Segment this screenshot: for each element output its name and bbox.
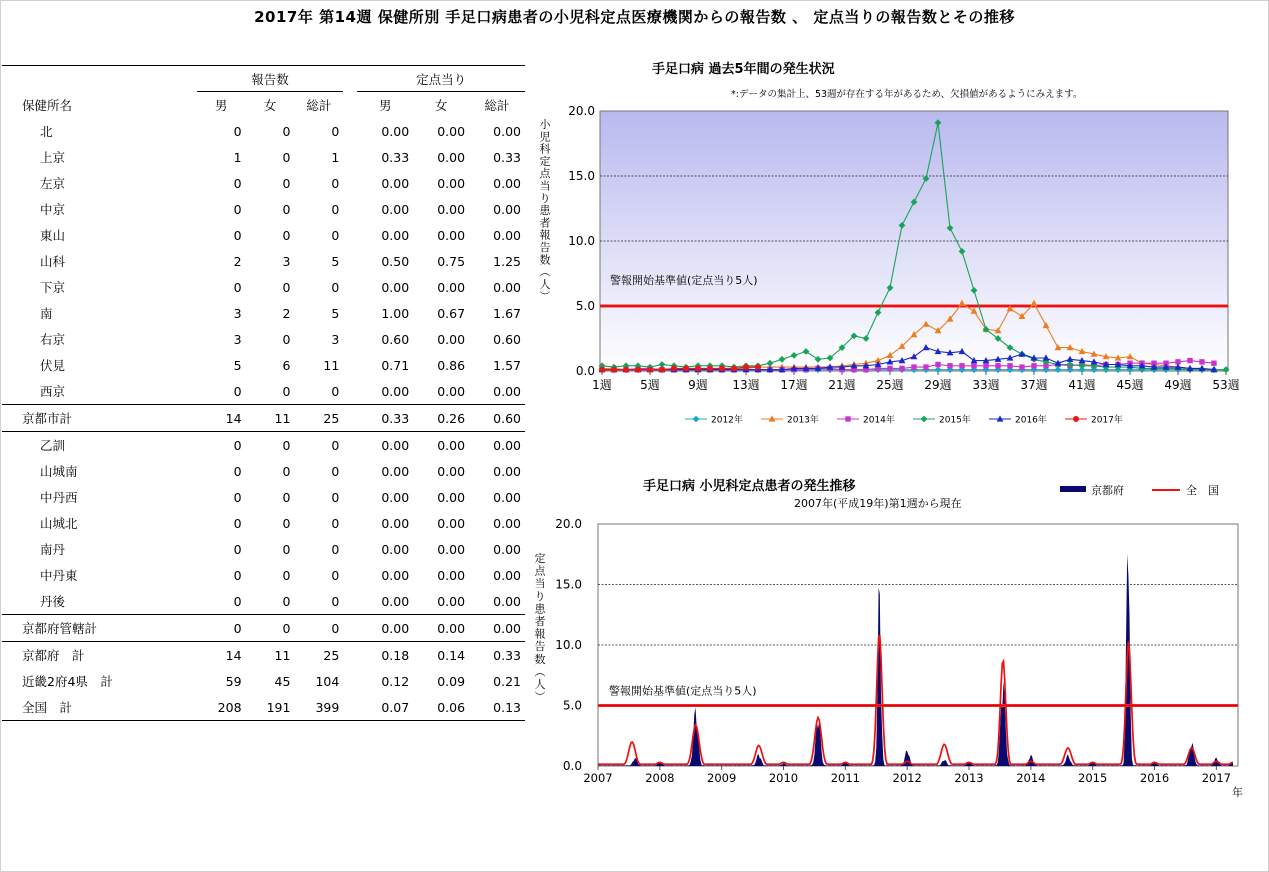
cell-pf: 0.00 bbox=[437, 149, 466, 165]
cell-f: 2 bbox=[282, 305, 291, 321]
table-row bbox=[2, 484, 525, 510]
row-name: 山科 bbox=[40, 254, 66, 269]
cell-t: 3 bbox=[331, 331, 340, 347]
table-row bbox=[2, 248, 525, 274]
cell-pm: 0.00 bbox=[381, 227, 410, 243]
data-point bbox=[659, 367, 665, 373]
cell-pt: 0.00 bbox=[493, 383, 521, 399]
cell-f: 0 bbox=[282, 331, 291, 347]
data-point bbox=[647, 367, 653, 373]
cell-pf: 0.00 bbox=[437, 123, 466, 139]
row-name: 中丹西 bbox=[40, 490, 78, 505]
cell-pt: 0.00 bbox=[493, 593, 521, 609]
x-tick-label: 2009 bbox=[707, 771, 737, 785]
chart2-subtitle: 2007年(平成19年)第1週から現在 bbox=[794, 497, 962, 510]
cell-pm: 0.00 bbox=[381, 593, 410, 609]
cell-pf: 0.00 bbox=[437, 489, 466, 505]
row-name: 山城北 bbox=[40, 516, 78, 531]
x-axis-label: 年 bbox=[1232, 786, 1243, 799]
x-tick-label: 49週 bbox=[1164, 378, 1192, 392]
male-header: 男 bbox=[214, 98, 228, 113]
x-tick-label: 2011 bbox=[830, 771, 860, 785]
cell-t: 0 bbox=[331, 227, 340, 243]
cell-f: 191 bbox=[246, 694, 295, 721]
y-tick-label: 0.0 bbox=[562, 759, 582, 773]
cell-pm: 0.00 bbox=[381, 383, 410, 399]
threshold-label: 警報開始基準値(定点当り5人) bbox=[610, 274, 758, 287]
data-point bbox=[693, 416, 700, 423]
x-tick-label: 1週 bbox=[592, 378, 612, 392]
cell-pm: 0.00 bbox=[381, 567, 410, 583]
cell-m: 0 bbox=[233, 175, 242, 191]
row-name: 山城南 bbox=[40, 464, 78, 479]
cell-t: 0 bbox=[331, 175, 340, 191]
cell-pm: 0.50 bbox=[381, 253, 410, 269]
table-row bbox=[2, 274, 525, 300]
data-point bbox=[923, 364, 928, 369]
table-body bbox=[2, 118, 525, 721]
cell-pm: 0.00 bbox=[381, 279, 410, 295]
x-tick-label: 2013 bbox=[954, 771, 984, 785]
legend-label: 2015年 bbox=[939, 415, 971, 426]
cell-t: 0 bbox=[331, 567, 340, 583]
cell-pt: 1.57 bbox=[493, 357, 521, 373]
cell-t: 0 bbox=[331, 123, 340, 139]
data-point bbox=[1031, 363, 1036, 368]
cell-pm: 0.33 bbox=[381, 149, 410, 165]
row-name: 京都市計 bbox=[2, 405, 197, 432]
cell-m: 3 bbox=[233, 331, 242, 347]
cell-f: 0 bbox=[282, 489, 291, 505]
table-row bbox=[2, 642, 525, 669]
cell-f: 11 bbox=[246, 642, 295, 669]
cell-pf: 0.00 bbox=[437, 279, 466, 295]
cell-pt: 0.00 bbox=[493, 463, 521, 479]
cell-pt: 0.60 bbox=[493, 331, 521, 347]
data-point bbox=[695, 365, 701, 371]
table-row bbox=[2, 694, 525, 721]
cell-t: 5 bbox=[331, 305, 340, 321]
x-tick-label: 2016 bbox=[1139, 771, 1170, 785]
cell-f: 11 bbox=[246, 405, 295, 432]
table-row bbox=[2, 118, 525, 144]
data-point bbox=[845, 416, 850, 421]
row-name: 近畿2府4県 計 bbox=[22, 674, 113, 689]
cell-m: 59 bbox=[225, 673, 242, 689]
x-tick-label: 2014 bbox=[1016, 771, 1046, 785]
per-male-header: 男 bbox=[378, 98, 392, 113]
y-tick-label: 5.0 bbox=[562, 698, 582, 713]
x-tick-label: 2015 bbox=[1078, 771, 1108, 785]
cell-f: 0 bbox=[282, 227, 291, 243]
cell-m: 0 bbox=[233, 541, 242, 557]
cell-f: 45 bbox=[274, 673, 291, 689]
x-tick-label: 2010 bbox=[768, 771, 799, 785]
cell-pm: 0.12 bbox=[381, 673, 410, 689]
cell-pm: 0.33 bbox=[357, 405, 413, 432]
cell-f: 0 bbox=[282, 383, 291, 399]
cell-pm: 0.18 bbox=[357, 642, 413, 669]
cell-pm: 0.00 bbox=[381, 515, 410, 531]
table-row bbox=[2, 326, 525, 352]
table-row bbox=[2, 300, 525, 326]
legend-swatch bbox=[1060, 486, 1086, 492]
cell-m: 0 bbox=[197, 432, 246, 459]
cell-f: 0 bbox=[282, 593, 291, 609]
cell-f: 3 bbox=[282, 253, 291, 269]
cell-pt: 0.00 bbox=[493, 567, 521, 583]
cell-t: 5 bbox=[331, 253, 340, 269]
data-point bbox=[1187, 358, 1192, 363]
data-point bbox=[935, 362, 940, 367]
row-name: 下京 bbox=[40, 280, 66, 295]
cell-pm: 0.60 bbox=[381, 331, 410, 347]
cell-pt: 0.21 bbox=[493, 673, 521, 689]
table-row bbox=[2, 144, 525, 170]
cell-pf: 0.86 bbox=[437, 357, 466, 373]
cell-pm: 0.00 bbox=[357, 615, 413, 642]
cell-pf: 0.00 bbox=[437, 593, 466, 609]
cell-pt: 0.33 bbox=[493, 149, 521, 165]
row-name: 西京 bbox=[40, 384, 66, 399]
cell-pf: 0.00 bbox=[437, 331, 466, 347]
cell-pf: 0.00 bbox=[413, 432, 469, 459]
y-tick-label: 15.0 bbox=[568, 169, 595, 183]
cell-t: 104 bbox=[315, 673, 340, 689]
x-tick-label: 41週 bbox=[1068, 378, 1096, 392]
cell-m: 0 bbox=[233, 567, 242, 583]
cell-m: 2 bbox=[233, 253, 242, 269]
trend-chart bbox=[530, 470, 1243, 840]
table-row bbox=[2, 588, 525, 615]
cell-pm: 0.07 bbox=[357, 694, 413, 721]
cell-m: 14 bbox=[197, 642, 246, 669]
legend-label: 2013年 bbox=[787, 415, 819, 426]
row-name: 京都府 計 bbox=[2, 642, 197, 669]
y-tick-label: 20.0 bbox=[555, 517, 582, 531]
data-point bbox=[971, 363, 976, 368]
per-group-header: 定点当り bbox=[357, 66, 525, 92]
cell-f: 0 bbox=[282, 201, 291, 217]
cell-t: 0 bbox=[294, 432, 343, 459]
cell-pt: 0.00 bbox=[469, 432, 525, 459]
cell-m: 14 bbox=[197, 405, 246, 432]
cell-pt: 1.67 bbox=[493, 305, 521, 321]
x-tick-label: 2012 bbox=[892, 771, 922, 785]
cell-t: 399 bbox=[294, 694, 343, 721]
data-point bbox=[635, 367, 641, 373]
data-point bbox=[623, 367, 629, 373]
data-point bbox=[611, 367, 617, 373]
cell-pf: 0.14 bbox=[413, 642, 469, 669]
cell-pf: 0.26 bbox=[413, 405, 469, 432]
cell-pf: 0.06 bbox=[413, 694, 469, 721]
data-point bbox=[1019, 364, 1024, 369]
data-point bbox=[911, 364, 916, 369]
x-tick-label: 5週 bbox=[640, 378, 660, 392]
x-tick-label: 2007 bbox=[583, 771, 613, 785]
per-total-header: 総計 bbox=[484, 98, 510, 113]
cell-pt: 0.00 bbox=[493, 175, 521, 191]
row-name: 左京 bbox=[40, 176, 66, 191]
y-tick-label: 0.0 bbox=[575, 364, 595, 378]
y-tick-label: 15.0 bbox=[555, 577, 582, 592]
x-tick-label: 17週 bbox=[780, 378, 808, 392]
cell-pf: 0.00 bbox=[437, 463, 466, 479]
x-tick-label: 29週 bbox=[924, 378, 952, 392]
cell-pt: 0.60 bbox=[469, 405, 525, 432]
data-point bbox=[983, 363, 988, 368]
female-header: 女 bbox=[263, 98, 277, 113]
table-row bbox=[2, 432, 525, 459]
data-point bbox=[731, 365, 737, 371]
y-tick-label: 5.0 bbox=[575, 299, 595, 313]
table-row bbox=[2, 196, 525, 222]
cell-pf: 0.00 bbox=[437, 541, 466, 557]
cell-m: 0 bbox=[233, 123, 242, 139]
cell-f: 0 bbox=[282, 279, 291, 295]
row-name: 右京 bbox=[40, 332, 66, 347]
cell-pm: 0.71 bbox=[381, 357, 410, 373]
cell-m: 0 bbox=[233, 593, 242, 609]
data-point bbox=[707, 365, 713, 371]
table-row bbox=[2, 458, 525, 484]
cell-t: 25 bbox=[294, 642, 343, 669]
data-point bbox=[947, 363, 952, 368]
cell-pt: 0.00 bbox=[469, 615, 525, 642]
cell-t: 0 bbox=[331, 201, 340, 217]
cell-m: 208 bbox=[197, 694, 246, 721]
legend-label: 全 国 bbox=[1186, 484, 1219, 497]
data-point bbox=[683, 365, 689, 371]
per-female-header: 女 bbox=[434, 98, 448, 113]
cell-t: 11 bbox=[323, 357, 340, 373]
data-point bbox=[1211, 361, 1216, 366]
chart1-note: *:データの集計上、53週が存在する年があるため、欠損値があるようにみえます。 bbox=[731, 89, 1083, 100]
reports-group-header: 報告数 bbox=[197, 66, 344, 92]
cell-t: 1 bbox=[331, 149, 340, 165]
cell-pf: 0.00 bbox=[437, 175, 466, 191]
table-row bbox=[2, 405, 525, 432]
legend-label: 京都府 bbox=[1091, 484, 1124, 497]
row-name: 中丹東 bbox=[40, 568, 78, 583]
cell-m: 3 bbox=[233, 305, 242, 321]
cell-t: 0 bbox=[331, 383, 340, 399]
cell-m: 0 bbox=[233, 201, 242, 217]
cell-pt: 0.33 bbox=[469, 642, 525, 669]
data-point bbox=[899, 366, 904, 371]
cell-pf: 0.00 bbox=[437, 515, 466, 531]
cell-m: 0 bbox=[233, 227, 242, 243]
table-row bbox=[2, 562, 525, 588]
cell-pm: 0.00 bbox=[381, 489, 410, 505]
cell-pt: 0.00 bbox=[493, 515, 521, 531]
data-point bbox=[719, 365, 725, 371]
x-tick-label: 13週 bbox=[732, 378, 760, 392]
row-name: 北 bbox=[40, 124, 53, 139]
table-row bbox=[2, 222, 525, 248]
data-point bbox=[755, 364, 761, 370]
data-point bbox=[1073, 416, 1079, 422]
cell-pm: 0.00 bbox=[357, 432, 413, 459]
cell-f: 0 bbox=[282, 149, 291, 165]
cell-m: 5 bbox=[233, 357, 242, 373]
table-header-row-2 bbox=[2, 92, 525, 119]
cell-pm: 0.00 bbox=[381, 175, 410, 191]
cell-t: 25 bbox=[294, 405, 343, 432]
cell-pm: 1.00 bbox=[381, 305, 410, 321]
x-tick-label: 21週 bbox=[828, 378, 856, 392]
cell-pf: 0.00 bbox=[437, 227, 466, 243]
x-tick-label: 2008 bbox=[645, 771, 675, 785]
cell-pf: 0.00 bbox=[437, 201, 466, 217]
cell-pm: 0.00 bbox=[381, 201, 410, 217]
threshold-label: 警報開始基準値(定点当り5人) bbox=[609, 684, 757, 698]
table-header-row-1 bbox=[2, 66, 525, 92]
x-tick-label: 45週 bbox=[1116, 378, 1144, 392]
x-tick-label: 37週 bbox=[1020, 378, 1048, 392]
cell-pf: 0.00 bbox=[437, 567, 466, 583]
cell-f: 0 bbox=[282, 123, 291, 139]
row-name: 伏見 bbox=[40, 358, 66, 373]
cell-f: 0 bbox=[282, 175, 291, 191]
row-name: 中京 bbox=[40, 202, 66, 217]
cell-f: 0 bbox=[246, 432, 295, 459]
cell-f: 0 bbox=[246, 615, 295, 642]
total-header: 総計 bbox=[306, 98, 332, 113]
chart2-title: 手足口病 小児科定点患者の発生推移 bbox=[643, 479, 856, 494]
chart1-title: 手足口病 過去5年間の発生状況 bbox=[652, 62, 835, 77]
row-name: 乙訓 bbox=[2, 432, 197, 459]
data-point bbox=[1007, 363, 1012, 368]
cell-m: 1 bbox=[233, 149, 242, 165]
table-row bbox=[2, 170, 525, 196]
legend-label: 2012年 bbox=[711, 415, 743, 426]
legend-label: 2017年 bbox=[1091, 415, 1123, 426]
cell-pm: 0.00 bbox=[381, 541, 410, 557]
cell-pt: 0.00 bbox=[493, 227, 521, 243]
cell-pf: 0.00 bbox=[413, 615, 469, 642]
cell-f: 0 bbox=[282, 515, 291, 531]
row-name: 全国 計 bbox=[2, 694, 197, 721]
x-tick-label: 33週 bbox=[972, 378, 1000, 392]
table-row bbox=[2, 668, 525, 694]
row-name: 南丹 bbox=[40, 542, 66, 557]
cell-t: 0 bbox=[331, 463, 340, 479]
cell-t: 0 bbox=[331, 541, 340, 557]
cell-pf: 0.67 bbox=[437, 305, 466, 321]
x-tick-label: 9週 bbox=[688, 378, 708, 392]
cell-f: 0 bbox=[282, 541, 291, 557]
five-year-chart bbox=[530, 50, 1240, 490]
cell-f: 6 bbox=[282, 357, 291, 373]
cell-m: 0 bbox=[233, 279, 242, 295]
table-row bbox=[2, 352, 525, 378]
cell-m: 0 bbox=[233, 489, 242, 505]
cell-m: 0 bbox=[197, 615, 246, 642]
cell-pt: 0.00 bbox=[493, 201, 521, 217]
cell-pt: 0.00 bbox=[493, 541, 521, 557]
cell-t: 0 bbox=[331, 515, 340, 531]
row-name: 東山 bbox=[40, 228, 66, 243]
page-title: 2017年 第14週 保健所別 手足口病患者の小児科定点医療機関からの報告数 、 定点当りの報告数とその推移 bbox=[254, 8, 1015, 26]
legend-label: 2014年 bbox=[863, 415, 895, 426]
y-tick-label: 20.0 bbox=[568, 104, 595, 118]
data-point bbox=[743, 364, 749, 370]
report-table bbox=[2, 65, 525, 721]
cell-pf: 0.09 bbox=[437, 673, 466, 689]
y-tick-label: 10.0 bbox=[555, 638, 582, 652]
cell-pt: 1.25 bbox=[493, 253, 521, 269]
x-tick-label: 2017 bbox=[1201, 771, 1231, 785]
legend-label: 2016年 bbox=[1015, 415, 1047, 426]
row-name: 丹後 bbox=[40, 594, 66, 609]
cell-f: 0 bbox=[282, 567, 291, 583]
cell-t: 0 bbox=[331, 279, 340, 295]
x-tick-label: 53週 bbox=[1212, 378, 1240, 392]
data-point bbox=[599, 367, 605, 373]
data-point bbox=[1199, 359, 1204, 364]
y-tick-label: 10.0 bbox=[568, 234, 595, 248]
cell-m: 0 bbox=[233, 383, 242, 399]
row-name: 南 bbox=[40, 306, 53, 321]
row-name: 京都府管轄計 bbox=[2, 615, 197, 642]
table-row bbox=[2, 536, 525, 562]
name-column-header: 保健所名 bbox=[22, 97, 73, 113]
table-row bbox=[2, 615, 525, 642]
cell-pf: 0.75 bbox=[437, 253, 466, 269]
row-name: 上京 bbox=[40, 150, 66, 165]
cell-pm: 0.00 bbox=[381, 123, 410, 139]
cell-pm: 0.00 bbox=[381, 463, 410, 479]
cell-pf: 0.00 bbox=[437, 383, 466, 399]
data-point bbox=[921, 416, 928, 423]
cell-t: 0 bbox=[331, 489, 340, 505]
table-row bbox=[2, 510, 525, 536]
cell-t: 0 bbox=[294, 615, 343, 642]
cell-f: 0 bbox=[282, 463, 291, 479]
cell-t: 0 bbox=[331, 593, 340, 609]
table-row bbox=[2, 378, 525, 405]
cell-pt: 0.00 bbox=[493, 123, 521, 139]
x-tick-label: 25週 bbox=[876, 378, 904, 392]
y-axis-label: 小児科定点当り患者報告数︵人︶ bbox=[539, 118, 551, 304]
data-point bbox=[995, 363, 1000, 368]
cell-pt: 0.13 bbox=[469, 694, 525, 721]
data-point bbox=[959, 363, 964, 368]
cell-m: 0 bbox=[233, 515, 242, 531]
cell-pt: 0.00 bbox=[493, 489, 521, 505]
data-point bbox=[671, 365, 677, 371]
cell-m: 0 bbox=[233, 463, 242, 479]
data-point bbox=[887, 366, 892, 371]
y-axis-label: 定点当り患者報告数︵人︶ bbox=[534, 552, 546, 704]
cell-pt: 0.00 bbox=[493, 279, 521, 295]
